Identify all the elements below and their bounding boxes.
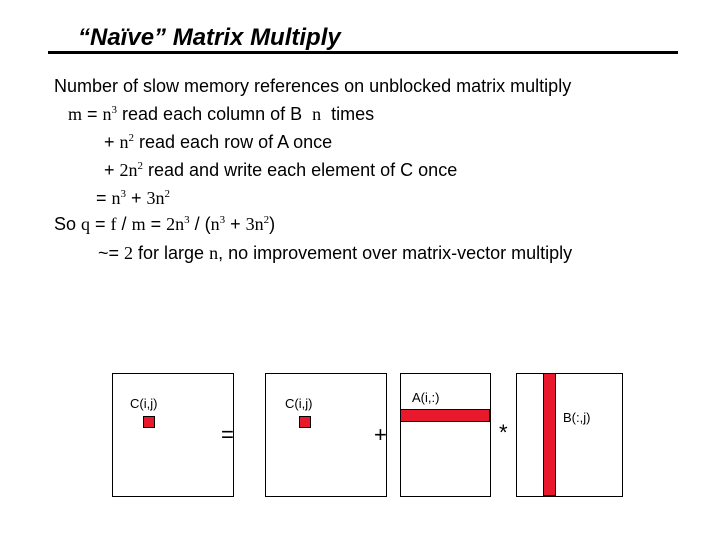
m-equals: = — [82, 104, 103, 124]
c-left-label: C(i,j) — [130, 396, 158, 411]
a-label: A(i,:) — [412, 390, 440, 405]
a-description: read each row of A once — [134, 132, 333, 152]
a-plus: + — [104, 132, 120, 152]
c-coefficient: 2n — [119, 160, 138, 180]
so-slash: / — [116, 214, 132, 234]
approx-line — [98, 242, 572, 264]
m-times: times — [321, 104, 375, 124]
c-right-label: C(i,j) — [285, 396, 313, 411]
so-line — [54, 213, 275, 235]
c-description: read and write each element of C once — [143, 160, 458, 180]
so-close: ) — [269, 214, 276, 234]
total-plus: + — [126, 188, 147, 208]
approx-value: 2 — [124, 243, 134, 263]
m-n: n — [102, 104, 112, 124]
approx-mid: for large — [133, 243, 210, 263]
so-plus: + — [225, 214, 246, 234]
intro-line — [54, 75, 571, 97]
total-n: n — [111, 188, 121, 208]
so-divide: / ( — [189, 214, 211, 234]
total-line — [96, 187, 170, 209]
so-exponent-3: 2 — [263, 214, 270, 226]
so-n: n — [210, 214, 220, 234]
total-exponent-2: 2 — [164, 188, 171, 200]
m-line — [68, 103, 374, 125]
so-numerator: 2n — [166, 214, 185, 234]
so-equals-1: = — [90, 214, 111, 234]
b-label: B(:,j) — [563, 410, 591, 425]
slide-title: “Naïve” Matrix Multiply — [78, 24, 341, 51]
a-exponent: 2 — [128, 132, 135, 144]
approx-description: , no improvement over matrix-vector multiply — [218, 243, 573, 263]
equals-sign: = — [221, 422, 234, 447]
so-coefficient: 3n — [245, 214, 264, 234]
a-row — [400, 409, 490, 422]
c-line — [104, 159, 457, 181]
matrix-c-left — [112, 373, 234, 497]
c-left-element — [143, 416, 155, 428]
so-q: q — [81, 214, 91, 234]
total-exponent-1: 3 — [120, 188, 127, 200]
c-exponent: 2 — [137, 160, 144, 172]
matrix-c-right — [265, 373, 387, 497]
so-exponent-2: 3 — [219, 214, 226, 226]
so-word: So — [54, 214, 82, 234]
intro-text: Number of slow memory references on unblocked matrix multiply — [54, 76, 572, 96]
b-column — [543, 373, 556, 496]
m-variable: m — [68, 104, 83, 124]
approx-prefix: ~= — [98, 243, 125, 263]
plus-sign: + — [374, 422, 387, 447]
a-n: n — [119, 132, 129, 152]
total-coefficient: 3n — [146, 188, 165, 208]
a-line — [104, 131, 332, 153]
total-equals: = — [96, 188, 112, 208]
m-n-times: n — [312, 104, 322, 124]
c-right-element — [299, 416, 311, 428]
m-exponent: 3 — [111, 104, 118, 116]
times-sign: * — [499, 420, 508, 445]
title-underline — [48, 51, 678, 54]
so-equals-2: = — [145, 214, 167, 234]
m-description: read each column of B — [117, 104, 313, 124]
so-m: m — [131, 214, 146, 234]
c-plus: + — [104, 160, 120, 180]
so-f: f — [110, 214, 117, 234]
approx-n: n — [209, 243, 219, 263]
matrix-b — [516, 373, 623, 497]
so-exponent-1: 3 — [184, 214, 190, 226]
